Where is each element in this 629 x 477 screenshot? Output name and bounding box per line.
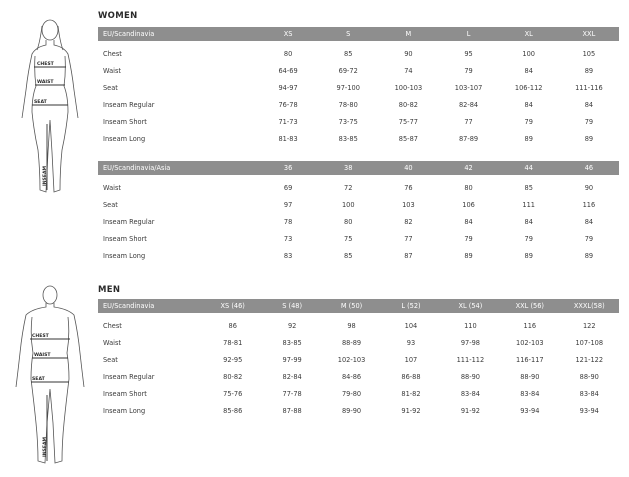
- table-cell: 78-81: [223, 338, 243, 347]
- table-cell: 79: [524, 117, 533, 126]
- table-cell: 116: [523, 321, 537, 330]
- table-cell: 97-100: [336, 83, 360, 92]
- table-cell: 77: [464, 117, 473, 126]
- table-row: [98, 317, 619, 334]
- row-label: Waist: [103, 183, 121, 192]
- header-cell: XXXL(58): [560, 299, 619, 313]
- women-seat-label: SEAT: [34, 100, 47, 105]
- row-label: Inseam Short: [103, 234, 147, 243]
- table-cell: 80: [344, 217, 353, 226]
- table-cell: 80-82: [223, 372, 243, 381]
- table-cell: 77-78: [282, 389, 302, 398]
- men-seat-label: SEAT: [32, 377, 45, 382]
- header-cell: XS: [258, 27, 318, 41]
- header-cell: EU/Scandinavia/Asia: [98, 161, 258, 175]
- table-cell: 102-103: [516, 338, 544, 347]
- row-label: Seat: [103, 83, 118, 92]
- table-cell: 88-89: [341, 338, 362, 347]
- table-cell: 87-89: [458, 134, 479, 143]
- table-header-row: [98, 299, 619, 313]
- table-cell: 69: [283, 183, 293, 192]
- table-row: [98, 230, 619, 247]
- table-cell: 73-75: [338, 117, 358, 126]
- table-cell: 85: [524, 183, 533, 192]
- table-cell: 89: [524, 251, 533, 260]
- women-chest-label: CHEST: [37, 62, 54, 67]
- women-waist-label: WAIST: [37, 80, 54, 85]
- table-cell: 77: [404, 234, 413, 243]
- table-cell: 87-88: [282, 406, 302, 415]
- table-cell: 107-108: [575, 338, 604, 347]
- table-row: [98, 62, 619, 79]
- table-cell: 84: [584, 217, 594, 226]
- row-label: Inseam Long: [103, 251, 146, 260]
- table-cell: 75: [344, 234, 353, 243]
- table-cell: 89-90: [341, 406, 362, 415]
- table-cell: 100-103: [394, 83, 423, 92]
- table-cell: 83-85: [338, 134, 358, 143]
- men-heading: MEN: [98, 285, 121, 295]
- table-cell: 91-92: [460, 406, 480, 415]
- table-row: [98, 196, 619, 213]
- table-row: [98, 213, 619, 230]
- table-cell: 85-86: [223, 406, 243, 415]
- header-cell: 36: [258, 161, 318, 175]
- row-label: Inseam Short: [103, 117, 147, 126]
- row-label: Inseam Short: [103, 389, 147, 398]
- table-cell: 110: [464, 321, 477, 330]
- table-cell: 84: [524, 217, 533, 226]
- header-cell: L: [438, 27, 498, 41]
- men-waist-label: WAIST: [34, 353, 51, 358]
- header-cell: 40: [378, 161, 438, 175]
- table-cell: 79: [464, 234, 473, 243]
- header-cell: XL: [499, 27, 559, 41]
- men-size-table: [98, 299, 619, 419]
- table-cell: 79: [464, 66, 473, 75]
- table-header-row: [98, 161, 619, 175]
- table-cell: 104: [404, 321, 418, 330]
- table-cell: 116-117: [516, 355, 544, 364]
- table-cell: 97-98: [460, 338, 480, 347]
- table-cell: 89: [584, 251, 594, 260]
- header-cell: XXL (56): [500, 299, 559, 313]
- table-cell: 106-112: [514, 83, 543, 92]
- table-cell: 90: [584, 183, 594, 192]
- table-cell: 97-99: [282, 355, 302, 364]
- table-cell: 75-77: [398, 117, 418, 126]
- table-cell: 80: [283, 49, 293, 58]
- table-cell: 72: [344, 183, 353, 192]
- table-cell: 98: [347, 321, 356, 330]
- table-cell: 84: [524, 100, 533, 109]
- table-cell: 83: [283, 251, 293, 260]
- table-cell: 100: [522, 49, 535, 58]
- header-cell: S: [318, 27, 378, 41]
- table-cell: 105: [582, 49, 596, 58]
- table-cell: 78-80: [338, 100, 358, 109]
- table-cell: 100: [341, 200, 355, 209]
- row-label: Inseam Long: [103, 406, 146, 415]
- row-label: Inseam Long: [103, 134, 146, 143]
- table-cell: 84-86: [341, 372, 362, 381]
- table-cell: 83-84: [460, 389, 480, 398]
- women-size-table: [98, 27, 619, 147]
- table-cell: 88-90: [579, 372, 599, 381]
- table-cell: 80: [464, 183, 473, 192]
- table-cell: 121-122: [575, 355, 604, 364]
- table-cell: 95: [464, 49, 473, 58]
- header-cell: XL (54): [441, 299, 500, 313]
- header-cell: 46: [559, 161, 619, 175]
- men-body-figure: [10, 283, 90, 468]
- table-cell: 91-92: [401, 406, 421, 415]
- table-cell: 111-112: [456, 355, 485, 364]
- table-cell: 89: [524, 134, 533, 143]
- header-cell: 44: [499, 161, 559, 175]
- table-cell: 69-72: [338, 66, 358, 75]
- table-cell: 122: [582, 321, 596, 330]
- row-label: Seat: [103, 355, 118, 364]
- men-inseam-label: INSEAM: [43, 436, 48, 457]
- table-cell: 94-97: [278, 83, 298, 92]
- row-label: Waist: [103, 338, 121, 347]
- table-cell: 85-87: [398, 134, 418, 143]
- table-row: [98, 385, 619, 402]
- table-cell: 76: [404, 183, 413, 192]
- table-cell: 85: [344, 49, 353, 58]
- table-cell: 90: [404, 49, 413, 58]
- table-row: [98, 402, 619, 419]
- table-cell: 83-85: [282, 338, 302, 347]
- table-cell: 76-78: [278, 100, 298, 109]
- table-cell: 97: [283, 200, 293, 209]
- table-cell: 106: [462, 200, 475, 209]
- table-cell: 111: [522, 200, 535, 209]
- women-heading: WOMEN: [98, 11, 138, 21]
- table-cell: 93-94: [579, 406, 599, 415]
- row-label: Inseam Regular: [103, 372, 155, 381]
- women-size-table-asia: [98, 161, 619, 264]
- table-cell: 111-116: [575, 83, 603, 92]
- table-row: [98, 79, 619, 96]
- table-row: [98, 130, 619, 147]
- table-cell: 87: [404, 251, 413, 260]
- table-cell: 102-103: [337, 355, 366, 364]
- table-cell: 83-84: [579, 389, 599, 398]
- table-cell: 89: [464, 251, 473, 260]
- row-label: Seat: [103, 200, 118, 209]
- header-cell: EU/Scandinavia: [98, 299, 203, 313]
- table-cell: 86-88: [401, 372, 421, 381]
- women-body-figure: [10, 12, 90, 197]
- header-cell: L (52): [381, 299, 440, 313]
- table-cell: 92: [287, 321, 297, 330]
- table-row: [98, 179, 619, 196]
- table-row: [98, 334, 619, 351]
- row-label: Inseam Regular: [103, 100, 155, 109]
- table-cell: 64-69: [278, 66, 298, 75]
- table-cell: 82-84: [458, 100, 479, 109]
- table-row: [98, 368, 619, 385]
- table-cell: 116: [582, 200, 596, 209]
- table-cell: 84: [524, 66, 533, 75]
- table-cell: 84: [464, 217, 473, 226]
- table-cell: 79: [584, 117, 594, 126]
- table-cell: 107: [404, 355, 418, 364]
- table-cell: 84: [584, 100, 594, 109]
- table-cell: 88-90: [460, 372, 480, 381]
- table-cell: 79: [584, 234, 594, 243]
- table-row: [98, 351, 619, 368]
- table-cell: 82: [404, 217, 413, 226]
- table-cell: 71-73: [278, 117, 298, 126]
- table-cell: 80-82: [398, 100, 418, 109]
- table-row: [98, 113, 619, 130]
- table-cell: 73: [283, 234, 293, 243]
- table-cell: 85: [344, 251, 353, 260]
- women-inseam-label: INSEAM: [43, 165, 48, 186]
- table-cell: 78: [283, 217, 293, 226]
- table-cell: 93: [406, 338, 416, 347]
- table-cell: 81-82: [401, 389, 421, 398]
- row-label: Chest: [103, 321, 122, 330]
- table-header-row: [98, 27, 619, 41]
- table-row: [98, 96, 619, 113]
- header-cell: M: [378, 27, 438, 41]
- table-cell: 86: [228, 321, 237, 330]
- table-cell: 79-80: [341, 389, 362, 398]
- row-label: Inseam Regular: [103, 217, 155, 226]
- table-cell: 92-95: [223, 355, 243, 364]
- table-cell: 79: [524, 234, 533, 243]
- table-cell: 81-83: [278, 134, 298, 143]
- header-cell: XS (46): [203, 299, 262, 313]
- header-cell: 42: [438, 161, 498, 175]
- table-cell: 89: [584, 66, 594, 75]
- header-cell: S (48): [262, 299, 321, 313]
- table-cell: 88-90: [520, 372, 540, 381]
- men-chest-label: CHEST: [32, 334, 49, 339]
- table-cell: 103: [402, 200, 415, 209]
- table-cell: 82-84: [282, 372, 302, 381]
- table-cell: 103-107: [454, 83, 483, 92]
- table-cell: 93-94: [520, 406, 540, 415]
- header-cell: EU/Scandinavia: [98, 27, 258, 41]
- table-cell: 83-84: [520, 389, 540, 398]
- row-label: Chest: [103, 49, 122, 58]
- table-cell: 75-76: [223, 389, 243, 398]
- header-cell: M (50): [322, 299, 381, 313]
- table-cell: 74: [404, 66, 413, 75]
- table-row: [98, 45, 619, 62]
- table-cell: 89: [584, 134, 594, 143]
- table-row: [98, 247, 619, 264]
- header-cell: XXL: [559, 27, 619, 41]
- row-label: Waist: [103, 66, 121, 75]
- header-cell: 38: [318, 161, 378, 175]
